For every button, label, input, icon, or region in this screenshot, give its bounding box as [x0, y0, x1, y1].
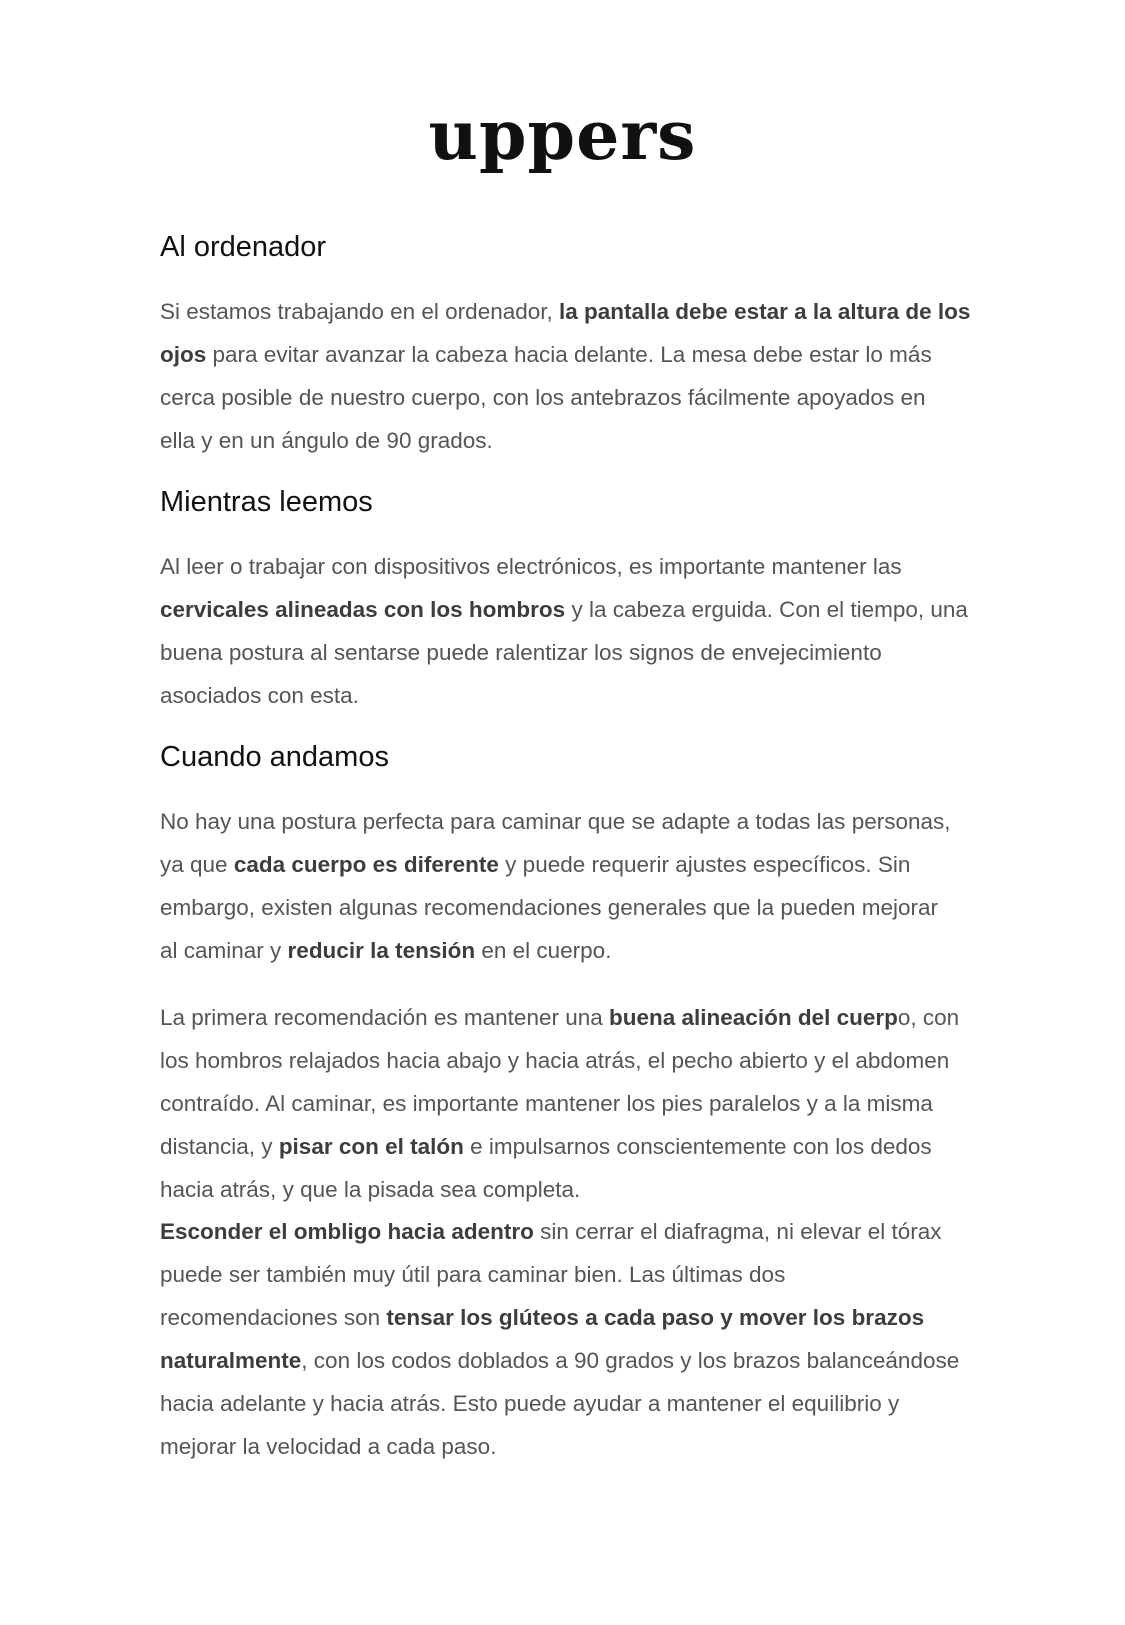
- section-paragraph-al-ordenador: [160, 290, 990, 462]
- text-run: embargo, existen algunas recomendaciones generales que la pueden mejorar: [160, 895, 938, 920]
- section-paragraph-cuando-andamos: [160, 800, 990, 972]
- text-run: hacia atrás, y que la pisada sea completa.: [160, 1177, 581, 1202]
- text-run: mejorar la velocidad a cada paso.: [160, 1434, 497, 1459]
- text-run: Si estamos trabajando en el ordenador,: [160, 299, 560, 324]
- paragraph-line: [160, 1296, 990, 1339]
- paragraph-line: [160, 1425, 990, 1468]
- paragraph-line: [160, 588, 990, 631]
- paragraph-line: [160, 1382, 990, 1425]
- paragraph-line: [160, 419, 990, 462]
- paragraph-line: [160, 290, 990, 333]
- bold-text-run: Esconder el ombligo hacia adentro: [160, 1219, 534, 1244]
- text-run: para evitar avanzar la cabeza hacia delante. La mesa debe estar lo más: [206, 342, 932, 367]
- paragraph-line: [160, 1210, 990, 1253]
- section-heading-mientras-leemos: Mientras leemos: [160, 486, 373, 518]
- text-run: buena postura al sentarse puede ralentizar los signos de envejecimiento: [160, 640, 882, 665]
- paragraph-recomendaciones: [160, 1210, 990, 1468]
- text-run: asociados con esta.: [160, 683, 359, 708]
- paragraph-line: [160, 929, 990, 972]
- text-run: , con los codos doblados a 90 grados y los brazos balanceándose: [301, 1348, 960, 1373]
- text-run: en el cuerpo.: [475, 938, 612, 963]
- paragraph-line: [160, 545, 990, 588]
- paragraph-line: [160, 1339, 990, 1382]
- text-run: hacia adelante y hacia atrás. Esto puede ayudar a mantener el equilibrio y: [160, 1391, 900, 1416]
- text-run: y la cabeza erguida. Con el tiempo, una: [565, 597, 968, 622]
- paragraph-line: [160, 843, 990, 886]
- bold-text-run: ojos: [160, 342, 207, 367]
- paragraph-alineacion: [160, 996, 990, 1211]
- text-run: Al leer o trabajar con dispositivos electrónicos, es importante mantener las: [160, 554, 902, 579]
- text-run: o, con: [897, 1005, 960, 1030]
- paragraph-line: [160, 1082, 990, 1125]
- text-run: No hay una postura perfecta para caminar que se adapte a todas las personas,: [160, 809, 951, 834]
- paragraph-line: [160, 886, 990, 929]
- paragraph-line: [160, 1125, 990, 1168]
- text-run: al caminar y: [160, 938, 288, 963]
- text-run: y puede requerir ajustes específicos. Sin: [498, 852, 911, 877]
- paragraph-line: [160, 996, 990, 1039]
- bold-text-run: cervicales alineadas con los hombros: [160, 597, 566, 622]
- text-run: contraído. Al caminar, es importante mantener los pies paralelos y a la misma: [160, 1091, 933, 1116]
- bold-text-run: buena alineación del cuerp: [609, 1005, 898, 1030]
- text-run: ella y en un ángulo de 90 grados.: [160, 428, 493, 453]
- paragraph-line: [160, 1253, 990, 1296]
- text-run: e impulsarnos conscientemente con los dedos: [463, 1134, 932, 1159]
- bold-text-run: cada cuerpo es diferente: [233, 852, 499, 877]
- text-run: cerca posible de nuestro cuerpo, con los antebrazos fácilmente apoyados en: [160, 385, 926, 410]
- section-paragraph-mientras-leemos: [160, 545, 990, 717]
- paragraph-line: [160, 631, 990, 674]
- paragraph-line: [160, 674, 990, 717]
- section-heading-al-ordenador: Al ordenador: [160, 231, 327, 263]
- paragraph-line: [160, 1039, 990, 1082]
- bold-text-run: naturalmente: [160, 1348, 302, 1373]
- text-run: los hombros relajados hacia abajo y hacia atrás, el pecho abierto y el abdomen: [160, 1048, 950, 1073]
- paragraph-line: [160, 800, 990, 843]
- paragraph-line: [160, 376, 990, 419]
- bold-text-run: tensar los glúteos a cada paso y mover los brazos: [386, 1305, 925, 1330]
- text-run: sin cerrar el diafragma, ni elevar el tórax: [533, 1219, 942, 1244]
- section-heading-cuando-andamos: Cuando andamos: [160, 741, 389, 773]
- text-run: recomendaciones son: [160, 1305, 387, 1330]
- text-run: puede ser también muy útil para caminar bien. Las últimas dos: [160, 1262, 786, 1287]
- paragraph-line: [160, 1168, 990, 1211]
- brand-logo: uppers: [428, 96, 697, 176]
- text-run: distancia, y: [160, 1134, 279, 1159]
- bold-text-run: la pantalla debe estar a la altura de los: [559, 299, 971, 324]
- paragraph-line: [160, 333, 990, 376]
- text-run: ya que: [160, 852, 234, 877]
- bold-text-run: pisar con el talón: [278, 1134, 464, 1159]
- bold-text-run: reducir la tensión: [287, 938, 476, 963]
- text-run: La primera recomendación es mantener una: [160, 1005, 610, 1030]
